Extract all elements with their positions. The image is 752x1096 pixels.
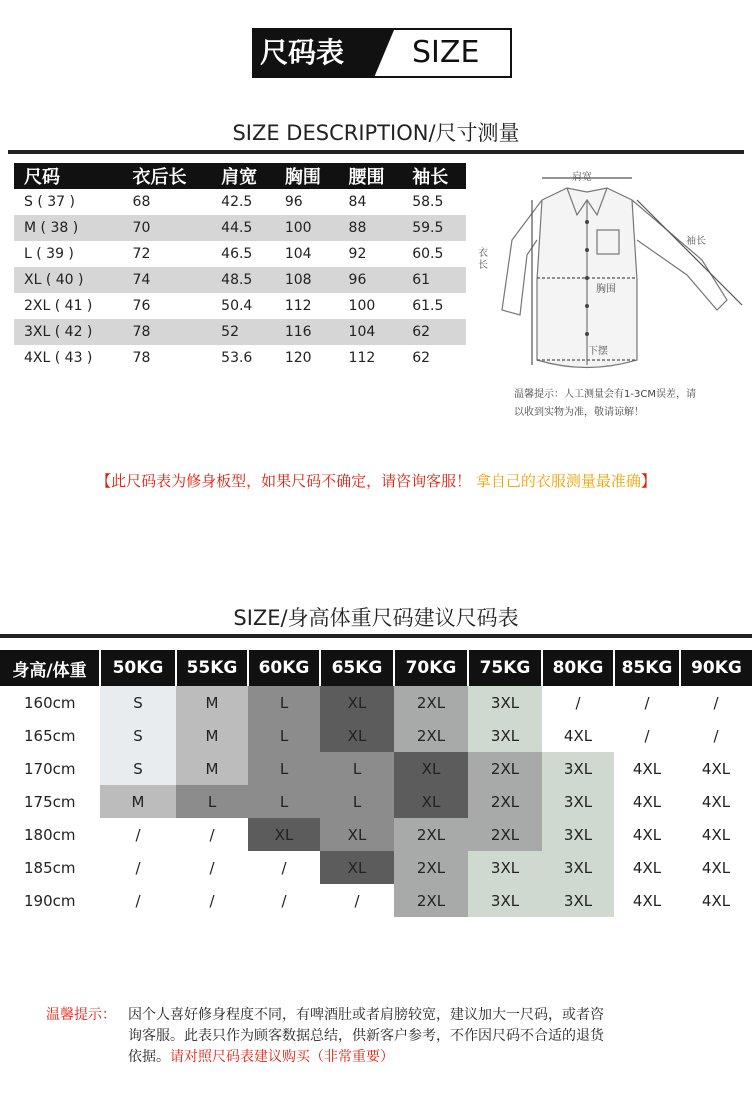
fit-warning-highlight: 拿自己的衣服测量最准确	[475, 472, 641, 490]
hw-size-cell: 3XL	[468, 851, 542, 884]
size-table-cell: 68	[132, 194, 151, 210]
diagram-note-line2: 以收到实物为准，敬请谅解！	[514, 407, 644, 418]
hw-size-cell: XL	[320, 818, 394, 851]
hw-size-cell: L	[248, 785, 320, 818]
size-table-cell: M ( 38 )	[14, 215, 123, 241]
hw-col-header: 55KG	[176, 650, 248, 686]
size-col-header: 尺码	[14, 163, 123, 189]
hw-col-header: 80KG	[542, 650, 614, 686]
size-col-header: 肩宽	[211, 163, 275, 189]
size-table-row	[14, 267, 466, 293]
hw-size-cell: 2XL	[394, 818, 468, 851]
size-table-cell: 62	[412, 350, 431, 366]
size-table-cell: 62	[402, 319, 466, 345]
size-table-row	[14, 345, 466, 371]
size-table-cell: 58.5	[412, 194, 444, 210]
hw-size-cell: XL	[320, 686, 394, 719]
hw-size-cell: L	[176, 785, 248, 818]
hw-row-height-label: 180cm	[24, 825, 76, 844]
size-table-cell: 52	[211, 319, 275, 345]
hw-size-cell: 4XL	[701, 792, 731, 811]
size-table-cell: 44.5	[211, 215, 275, 241]
hw-size-cell: 3XL	[468, 719, 542, 752]
hw-table-row	[0, 719, 752, 752]
size-table-cell: 100	[275, 215, 339, 241]
tip-label: 温馨提示：	[46, 1007, 116, 1023]
size-table-cell: 76	[132, 298, 151, 314]
size-table-row	[14, 293, 466, 319]
size-table-cell: 48.5	[211, 267, 275, 293]
hw-size-cell: 2XL	[468, 818, 542, 851]
hw-size-cell: /	[209, 858, 215, 877]
hw-size-cell: L	[248, 752, 320, 785]
size-table-cell: 59.5	[402, 215, 466, 241]
size-table-cell: XL ( 40 )	[14, 267, 123, 293]
hw-col-header: 50KG	[100, 650, 176, 686]
hw-size-cell: /	[713, 693, 719, 712]
size-table-cell: 88	[339, 215, 403, 241]
hw-row-height-label: 165cm	[24, 726, 76, 745]
fit-warning	[0, 470, 752, 491]
hw-size-cell: 2XL	[394, 851, 468, 884]
diagram-label-chest: 胸围	[596, 284, 616, 295]
hw-size-cell: L	[320, 785, 394, 818]
size-table-cell: 112	[348, 350, 376, 366]
size-table-cell: 120	[284, 350, 312, 366]
hw-row-height-label: 175cm	[24, 792, 76, 811]
section1-rule	[8, 150, 744, 154]
tip-line3-emphasis: 请对照尺码表建议购买（非常重要）	[170, 1049, 394, 1065]
hw-col-header: 身高/体重	[0, 650, 100, 686]
tip-line3	[128, 1047, 696, 1068]
hw-size-cell: XL	[248, 818, 320, 851]
hw-size-cell: 3XL	[468, 884, 542, 917]
hw-size-cell: XL	[394, 752, 468, 785]
hw-size-cell: 4XL	[701, 858, 731, 877]
hw-size-cell: /	[713, 726, 719, 745]
size-table-cell: 74	[123, 267, 212, 293]
hw-size-cell: /	[644, 693, 650, 712]
hw-col-header: 65KG	[320, 650, 394, 686]
hw-size-cell: S	[100, 752, 176, 785]
hw-table-row	[0, 851, 752, 884]
height-weight-table	[0, 650, 752, 917]
size-table-cell: 116	[275, 319, 339, 345]
hw-size-cell: L	[248, 719, 320, 752]
hw-size-cell: /	[281, 858, 287, 877]
hw-col-header: 75KG	[468, 650, 542, 686]
hw-size-cell: 3XL	[542, 851, 614, 884]
hw-size-cell: 2XL	[394, 884, 468, 917]
diagram-label-shoulder: 肩宽	[572, 172, 592, 183]
size-header-badge	[252, 28, 512, 78]
hw-size-cell: 4XL	[632, 891, 662, 910]
hw-size-cell: /	[209, 891, 215, 910]
size-table-cell: 112	[284, 298, 312, 314]
size-table-header-row	[14, 163, 466, 189]
size-table-cell: 104	[339, 319, 403, 345]
hw-table-row	[0, 752, 752, 785]
size-table-row	[14, 241, 466, 267]
size-table-cell: 78	[123, 319, 212, 345]
size-col-header: 腰围	[339, 163, 403, 189]
hw-size-cell: 2XL	[394, 686, 468, 719]
hw-row-height-label: 185cm	[24, 858, 76, 877]
hw-size-cell: S	[100, 686, 176, 719]
hw-size-cell: L	[320, 752, 394, 785]
hw-size-cell: 2XL	[468, 785, 542, 818]
hw-size-cell: /	[644, 726, 650, 745]
size-table-cell: 53.6	[221, 350, 253, 366]
section2-rule	[0, 634, 752, 638]
hw-size-cell: M	[176, 752, 248, 785]
hw-col-header: 85KG	[614, 650, 680, 686]
hw-size-cell: L	[248, 686, 320, 719]
hw-size-cell: 3XL	[542, 884, 614, 917]
hw-size-cell: 4XL	[701, 825, 731, 844]
diagram-label-length: 衣长	[478, 248, 488, 271]
size-table-cell: 104	[284, 246, 312, 262]
tip-line2: 询客服。此表只作为顾客数据总结，供新客户参考，不作因尺码不合适的退货	[128, 1028, 604, 1044]
hw-size-cell: M	[176, 686, 248, 719]
diagram-note	[514, 386, 744, 422]
hw-size-cell: M	[100, 785, 176, 818]
hw-size-cell: XL	[394, 785, 468, 818]
hw-row-height-label: 160cm	[24, 693, 76, 712]
size-table-cell: 70	[123, 215, 212, 241]
size-table-cell: 100	[348, 298, 376, 314]
hw-table-row	[0, 686, 752, 719]
hw-size-cell: 3XL	[542, 752, 614, 785]
size-table-cell: 46.5	[221, 246, 253, 262]
hw-header-row	[0, 650, 752, 686]
hw-size-cell: 4XL	[632, 825, 662, 844]
hw-table-row	[0, 884, 752, 917]
fit-warning-main: 【此尺码表为修身板型，如果尺码不确定，请咨询客服！	[96, 472, 476, 490]
size-table-cell: S ( 37 )	[24, 194, 75, 210]
size-table-cell: 3XL ( 42 )	[14, 319, 123, 345]
hw-size-cell: XL	[320, 851, 394, 884]
shirt-measure-diagram	[472, 160, 752, 395]
size-table-cell: 84	[348, 194, 367, 210]
size-table-cell: 78	[132, 350, 151, 366]
section1-title: SIZE DESCRIPTION/尺寸测量	[232, 121, 520, 145]
hw-size-cell: /	[209, 825, 215, 844]
diagram-note-line1: 温馨提示：人工测量会有1-3CM误差，请	[514, 389, 696, 400]
hw-size-cell: 4XL	[632, 792, 662, 811]
hw-size-cell: 4XL	[563, 726, 593, 745]
size-table-cell: 2XL ( 41 )	[24, 298, 93, 314]
hw-col-header: 60KG	[248, 650, 320, 686]
size-table-cell: L ( 39 )	[24, 246, 74, 262]
hw-size-cell: /	[354, 891, 360, 910]
hw-size-cell: 3XL	[468, 686, 542, 719]
size-col-header: 袖长	[402, 163, 466, 189]
hw-size-cell: 2XL	[394, 719, 468, 752]
hw-size-cell: XL	[320, 719, 394, 752]
hw-row-height-label: 190cm	[24, 891, 76, 910]
size-table-cell: 96	[339, 267, 403, 293]
hw-size-cell: 4XL	[632, 759, 662, 778]
size-table-cell: 72	[132, 246, 151, 262]
hw-size-cell: M	[176, 719, 248, 752]
section2-title: SIZE/身高体重尺码建议尺码表	[233, 606, 519, 630]
hw-size-cell: /	[135, 858, 141, 877]
size-table-row	[14, 215, 466, 241]
diagram-label-hem: 下摆	[588, 346, 608, 357]
size-table-row	[14, 319, 466, 345]
size-table-cell: 42.5	[221, 194, 253, 210]
size-table-cell: 92	[348, 246, 367, 262]
hw-size-cell: /	[135, 825, 141, 844]
hw-table-row	[0, 785, 752, 818]
hw-size-cell: /	[575, 693, 581, 712]
hw-size-cell: /	[135, 891, 141, 910]
size-table-row	[14, 189, 466, 215]
size-table-cell: 60.5	[412, 246, 444, 262]
hw-col-header: 90KG	[680, 650, 752, 686]
fit-warning-end: 】	[640, 472, 656, 490]
purchase-tip	[46, 1005, 696, 1068]
size-table-cell: 50.4	[221, 298, 253, 314]
tip-line3-start: 依据。	[128, 1049, 170, 1065]
hw-size-cell: 4XL	[701, 759, 731, 778]
size-table-cell: 96	[284, 194, 303, 210]
size-measure-table	[14, 163, 466, 371]
size-col-header: 胸围	[275, 163, 339, 189]
diagram-label-sleeve: 袖长	[686, 236, 706, 247]
hw-size-cell: /	[281, 891, 287, 910]
size-col-header: 衣后长	[123, 163, 212, 189]
hw-size-cell: 4XL	[632, 858, 662, 877]
hw-col-header: 70KG	[394, 650, 468, 686]
hw-size-cell: 3XL	[542, 818, 614, 851]
size-table-cell: 61.5	[412, 298, 444, 314]
hw-size-cell: S	[100, 719, 176, 752]
hw-size-cell: 4XL	[701, 891, 731, 910]
badge-en-title: SIZE	[412, 35, 480, 70]
size-table-cell: 108	[275, 267, 339, 293]
badge-cn-title: 尺码表	[260, 36, 345, 69]
hw-size-cell: 3XL	[542, 785, 614, 818]
hw-size-cell: 2XL	[468, 752, 542, 785]
size-table-cell: 4XL ( 43 )	[24, 350, 93, 366]
hw-row-height-label: 170cm	[24, 759, 76, 778]
tip-line1: 因个人喜好修身程度不同，有啤酒肚或者肩膀较宽，建议加大一尺码，或者咨	[128, 1007, 604, 1023]
size-table-cell: 61	[402, 267, 466, 293]
hw-table-row	[0, 818, 752, 851]
